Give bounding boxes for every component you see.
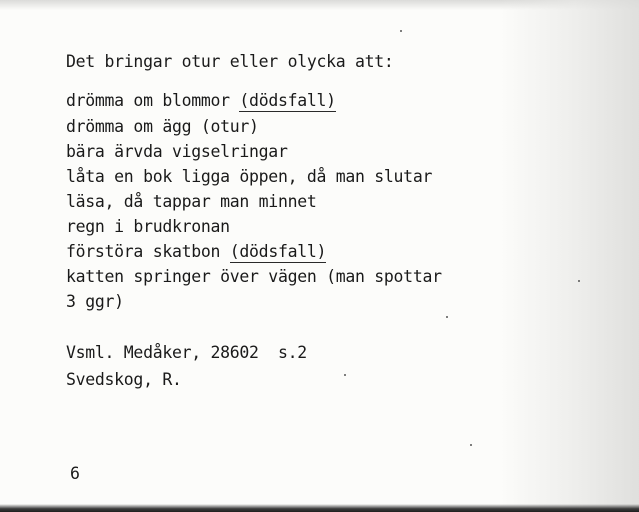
top-shadow bbox=[0, 0, 639, 10]
list-item bbox=[66, 217, 230, 237]
source-location: Vsml. Medåker, 28602 s.2 bbox=[66, 343, 307, 362]
item-text: drömma om ägg bbox=[66, 117, 201, 136]
item-text: katten springer över vägen (man spottar bbox=[66, 267, 442, 286]
card-heading: Det bringar otur eller olycka att: bbox=[66, 52, 394, 71]
item-text: bära ärvda vigselringar bbox=[66, 142, 288, 161]
list-item bbox=[66, 91, 336, 111]
item-text: regn i brudkronan bbox=[66, 217, 230, 236]
card-bottom-edge bbox=[0, 504, 639, 512]
item-text: drömma om blommor bbox=[66, 91, 240, 110]
item-note: (otur) bbox=[200, 117, 259, 136]
page-number: 6 bbox=[70, 464, 80, 483]
item-note-underlined: (dödsfall) bbox=[229, 242, 327, 261]
paper-speck bbox=[470, 444, 472, 446]
paper-speck bbox=[578, 280, 580, 282]
list-item bbox=[66, 142, 288, 162]
list-item bbox=[66, 167, 432, 187]
list-item-continuation bbox=[66, 292, 124, 312]
paper-speck bbox=[400, 30, 402, 32]
item-text: läsa, då tappar man minnet bbox=[66, 192, 317, 211]
source-informant: Svedskog, R. bbox=[66, 370, 182, 389]
item-text: förstöra skatbon bbox=[66, 242, 230, 261]
list-item bbox=[66, 242, 326, 262]
right-edge-shading bbox=[499, 0, 639, 512]
item-text: låta en bok ligga öppen, då man slutar bbox=[66, 167, 433, 186]
paper-speck bbox=[446, 316, 448, 318]
item-note-underlined: (dödsfall) bbox=[239, 91, 336, 110]
paper-speck bbox=[344, 374, 346, 376]
list-item bbox=[66, 117, 259, 137]
list-item-continuation bbox=[66, 192, 316, 212]
list-item bbox=[66, 267, 442, 287]
item-text: 3 ggr) bbox=[66, 292, 124, 311]
